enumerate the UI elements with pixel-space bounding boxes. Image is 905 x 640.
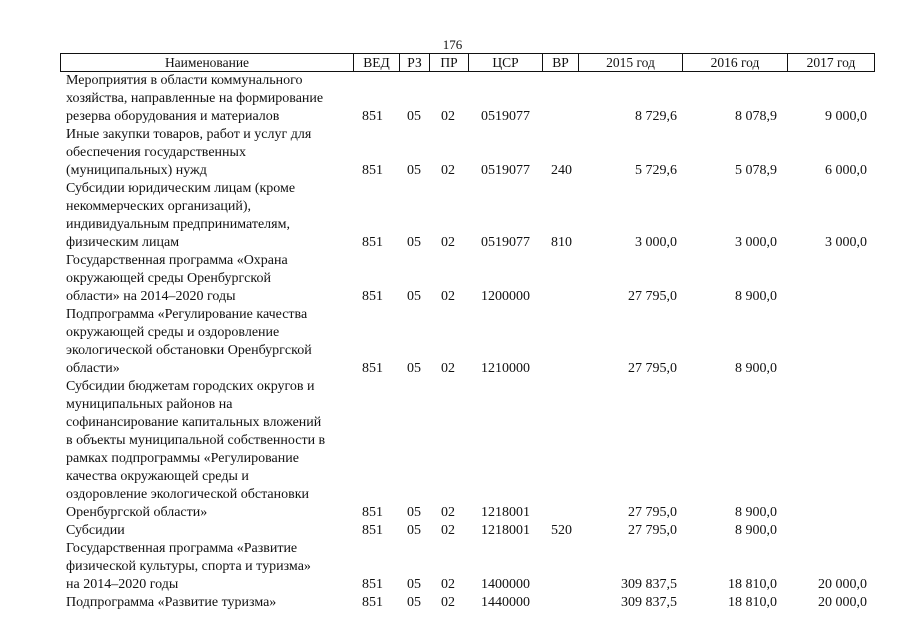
row-2017: 6 000,0 [825,163,867,178]
row-pr: 02 [441,235,455,250]
header-2017: 2017 год [787,54,875,71]
row-2016: 18 810,0 [728,595,777,610]
row-2016: 8 900,0 [735,361,777,376]
row-2017: 3 000,0 [825,235,867,250]
row-rz: 05 [407,109,421,124]
row-2015: 3 000,0 [635,235,677,250]
row-pr: 02 [441,109,455,124]
row-ved: 851 [362,235,383,250]
row-name: Мероприятия в области коммунального хозяйства, направленные на формирование резерва оборудования и материалов [66,73,324,124]
header-rz: РЗ [399,54,429,71]
row-ved: 851 [362,577,383,592]
row-ved: 851 [362,595,383,610]
row-name: Подпрограмма «Развитие туризма» [66,595,277,610]
row-rz: 05 [407,163,421,178]
row-csr: 1218001 [481,505,530,520]
row-2016: 3 000,0 [735,235,777,250]
row-name: Субсидии юридическим лицам (кроме некоммерческих организаций), индивидуальным предпринимателям, физическим лицам [66,181,296,250]
row-name: Иные закупки товаров, работ и услуг для обеспечения государственных (муниципальных) нужд [66,127,312,178]
row-csr: 1440000 [481,595,530,610]
header-pr: ПР [429,54,468,71]
header-ved: ВЕД [353,54,399,71]
row-csr: 1400000 [481,577,530,592]
row-ved: 851 [362,289,383,304]
header-csr: ЦСР [468,54,542,71]
row-vr: 520 [551,523,572,538]
row-ved: 851 [362,109,383,124]
row-csr: 1200000 [481,289,530,304]
row-2015: 27 795,0 [628,523,677,538]
row-ved: 851 [362,163,383,178]
row-name: Государственная программа «Охрана окружающей среды Оренбургской области» на 2014–2020 годы [66,253,288,304]
row-pr: 02 [441,577,455,592]
row-vr: 810 [551,235,572,250]
row-2015: 309 837,5 [621,577,677,592]
row-name: Государственная программа «Развитие физической культуры, спорта и туризма» на 2014–2020 годы [66,541,311,592]
row-pr: 02 [441,289,455,304]
header-name: Наименование [60,54,353,71]
row-2016: 8 900,0 [735,505,777,520]
row-2017: 9 000,0 [825,109,867,124]
table-row [0,540,905,594]
page-number: 176 [442,37,463,52]
row-rz: 05 [407,235,421,250]
row-pr: 02 [441,163,455,178]
table-row [0,378,905,522]
row-2015: 8 729,6 [635,109,677,124]
row-pr: 02 [441,361,455,376]
row-ved: 851 [362,505,383,520]
row-rz: 05 [407,361,421,376]
row-2017: 20 000,0 [818,577,867,592]
table-row [0,252,905,306]
row-2015: 309 837,5 [621,595,677,610]
row-name: Субсидии [66,523,125,538]
row-rz: 05 [407,595,421,610]
row-name: Подпрограмма «Регулирование качества окружающей среды и оздоровление экологической обстановки Оренбургской области» [66,307,312,376]
table-row [0,126,905,180]
table-header [60,53,875,72]
row-2016: 8 900,0 [735,523,777,538]
row-csr: 0519077 [481,163,530,178]
row-2015: 27 795,0 [628,505,677,520]
row-2015: 27 795,0 [628,361,677,376]
row-2016: 18 810,0 [728,577,777,592]
row-2016: 8 078,9 [735,109,777,124]
row-csr: 1218001 [481,523,530,538]
row-2015: 5 729,6 [635,163,677,178]
table-row [0,72,905,126]
row-2017: 20 000,0 [818,595,867,610]
row-rz: 05 [407,577,421,592]
row-csr: 0519077 [481,235,530,250]
row-csr: 0519077 [481,109,530,124]
row-pr: 02 [441,595,455,610]
row-2015: 27 795,0 [628,289,677,304]
header-2016: 2016 год [682,54,787,71]
row-2016: 5 078,9 [735,163,777,178]
row-pr: 02 [441,505,455,520]
row-ved: 851 [362,523,383,538]
table-row [0,180,905,252]
row-rz: 05 [407,289,421,304]
row-pr: 02 [441,523,455,538]
row-csr: 1210000 [481,361,530,376]
header-2015: 2015 год [578,54,682,71]
row-ved: 851 [362,361,383,376]
row-name: Субсидии бюджетам городских округов и муниципальных районов на софинансирование капитальных вложений в объекты муниципальной собственности в рамках подпрограммы «Регулирование качества окружающей среды и оздоровление экологической обстановки Оренбургской области» [66,379,326,520]
row-rz: 05 [407,505,421,520]
row-vr: 240 [551,163,572,178]
table-body [0,72,905,612]
table-row [0,594,905,612]
table-row [0,522,905,540]
row-rz: 05 [407,523,421,538]
table-row [0,306,905,378]
header-vr: ВР [542,54,578,71]
row-2016: 8 900,0 [735,289,777,304]
